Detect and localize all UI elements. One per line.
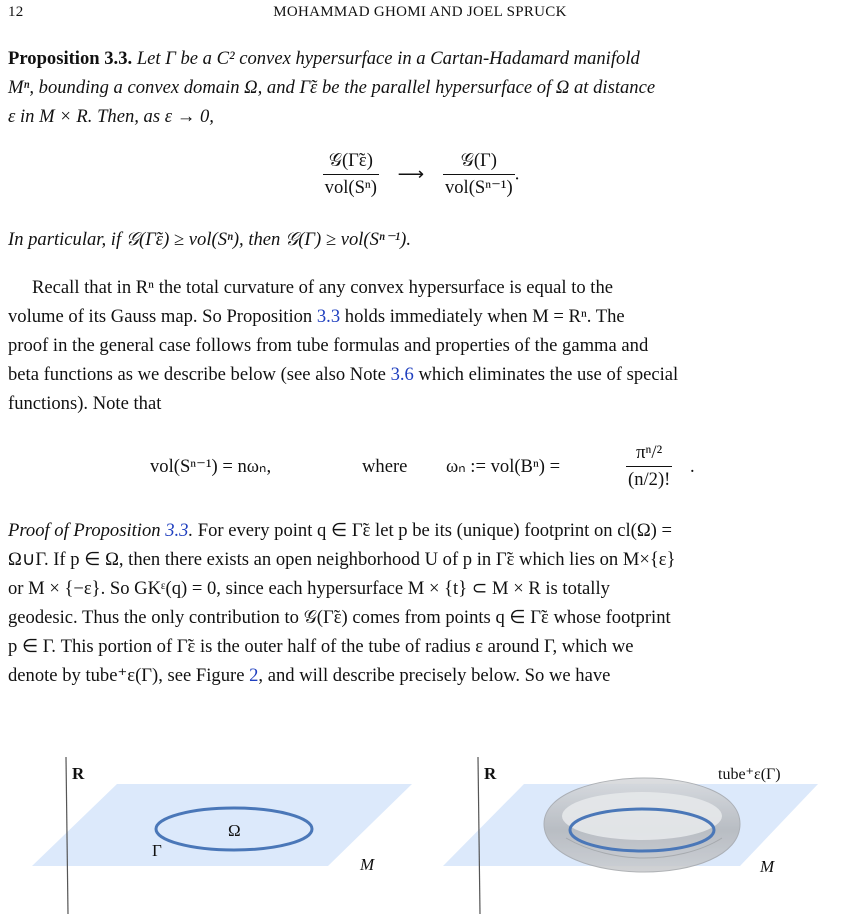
volume-eq-where: where (362, 456, 408, 477)
proof-paragraph (8, 516, 834, 690)
proposition-line-3: ε in M × R. Then, as ε → 0, (8, 106, 214, 127)
volume-eq-lhs: vol(Sⁿ⁻¹) = nωₙ, (150, 456, 272, 477)
volume-eq-denominator: (n/2)! (628, 469, 671, 490)
eq-lhs-numerator: 𝒢(Γ̃ε) (323, 148, 379, 175)
right-panel (443, 757, 818, 914)
proof-proposition-link[interactable]: 3.3 (165, 520, 189, 541)
left-curve-label: Γ (152, 841, 162, 860)
proposition-3-3-link[interactable]: 3.3 (316, 306, 341, 327)
tube-surface (544, 778, 740, 872)
proposition-statement (8, 44, 834, 131)
recall-line-2: volume of its Gauss map. So Proposition 3.3 holds immediately when M = Rⁿ. The (8, 306, 625, 327)
page-header (8, 4, 832, 28)
proposition-label: Proposition 3.3. (8, 48, 133, 69)
figure-2 (0, 748, 842, 919)
eq-lhs-fraction (323, 148, 379, 201)
volume-eq-numerator: πⁿ/² (626, 440, 672, 467)
volume-eq-period: . (690, 456, 695, 477)
in-particular-line: In particular, if 𝒢(Γ̃ε) ≥ vol(Sⁿ), then 𝒢(Γ) ≥ vol(Sⁿ⁻¹). (8, 229, 411, 250)
recall-line-3: proof in the general case follows from tube formulas and properties of the gamma and (8, 335, 649, 356)
recall-line-4: beta functions as we describe below (see also Note 3.6 which eliminates the use of special (8, 364, 679, 385)
proof-line-3: or M × {−ε}. So GKᵋ(q) = 0, since each hypersurface M × {t} ⊂ M × R is totally (8, 578, 610, 599)
recall-paragraph (8, 273, 834, 418)
proof-line-1: Proof of Proposition 3.3. For every point q ∈ Γ̃ε let p be its (unique) footprint on cl(Ω) = (8, 520, 672, 541)
volume-eq-fraction (626, 440, 672, 493)
eq-period: . (514, 163, 520, 185)
right-plane-label: M (760, 857, 775, 876)
left-panel (32, 757, 412, 914)
tube-label: tube⁺ε(Γ) (718, 766, 781, 783)
proof-line-2: Ω∪Γ. If p ∈ Ω, then there exists an open neighborhood U of p in Γ̃ε which lies on M×{ε} (8, 549, 676, 570)
note-3-6-link[interactable]: 3.6 (390, 364, 414, 385)
volume-eq-rhs: ωₙ := vol(Bⁿ) = (446, 456, 561, 477)
left-domain-label: Ω (228, 821, 241, 840)
proof-line-6: denote by tube⁺ε(Γ), see Figure 2, and will describe precisely below. So we have (8, 665, 611, 686)
eq-rhs-denominator: vol(Sⁿ⁻¹) (444, 177, 513, 198)
left-plane-label: M (360, 855, 375, 874)
proposition-line-2: Mⁿ, bounding a convex domain Ω, and Γ̃ε be the parallel hypersurface of Ω at distance (8, 77, 656, 98)
proof-line-5: p ∈ Γ. This portion of Γ̃ε is the outer half of the tube of radius ε around Γ, which we (8, 636, 634, 657)
proposition-line-1: Let Γ be a C² convex hypersurface in a Cartan-Hadamard manifold (136, 48, 640, 69)
eq-lhs-denominator: vol(Sⁿ) (324, 177, 377, 198)
left-axis-label: R (72, 764, 85, 783)
right-axis-label: R (484, 764, 497, 783)
recall-line-5: functions). Note that (8, 393, 162, 414)
figure-2-link[interactable]: 2 (249, 665, 259, 686)
eq-arrow: ⟶ (397, 163, 425, 185)
recall-line-1: Recall that in Rⁿ the total curvature of any convex hypersurface is equal to the (32, 277, 614, 298)
proof-line-4: geodesic. Thus the only contribution to 𝒢(Γ̃ε) comes from points q ∈ Γ̃ε whose footprint (8, 607, 671, 628)
eq-rhs-numerator: 𝒢(Γ) (443, 148, 515, 175)
running-title: MOHAMMAD GHOMI AND JOEL SPRUCK (273, 4, 567, 20)
page-number: 12 (8, 4, 24, 20)
eq-rhs-fraction (443, 148, 515, 201)
left-plane-M (32, 784, 412, 866)
proposition-equation (0, 148, 842, 201)
